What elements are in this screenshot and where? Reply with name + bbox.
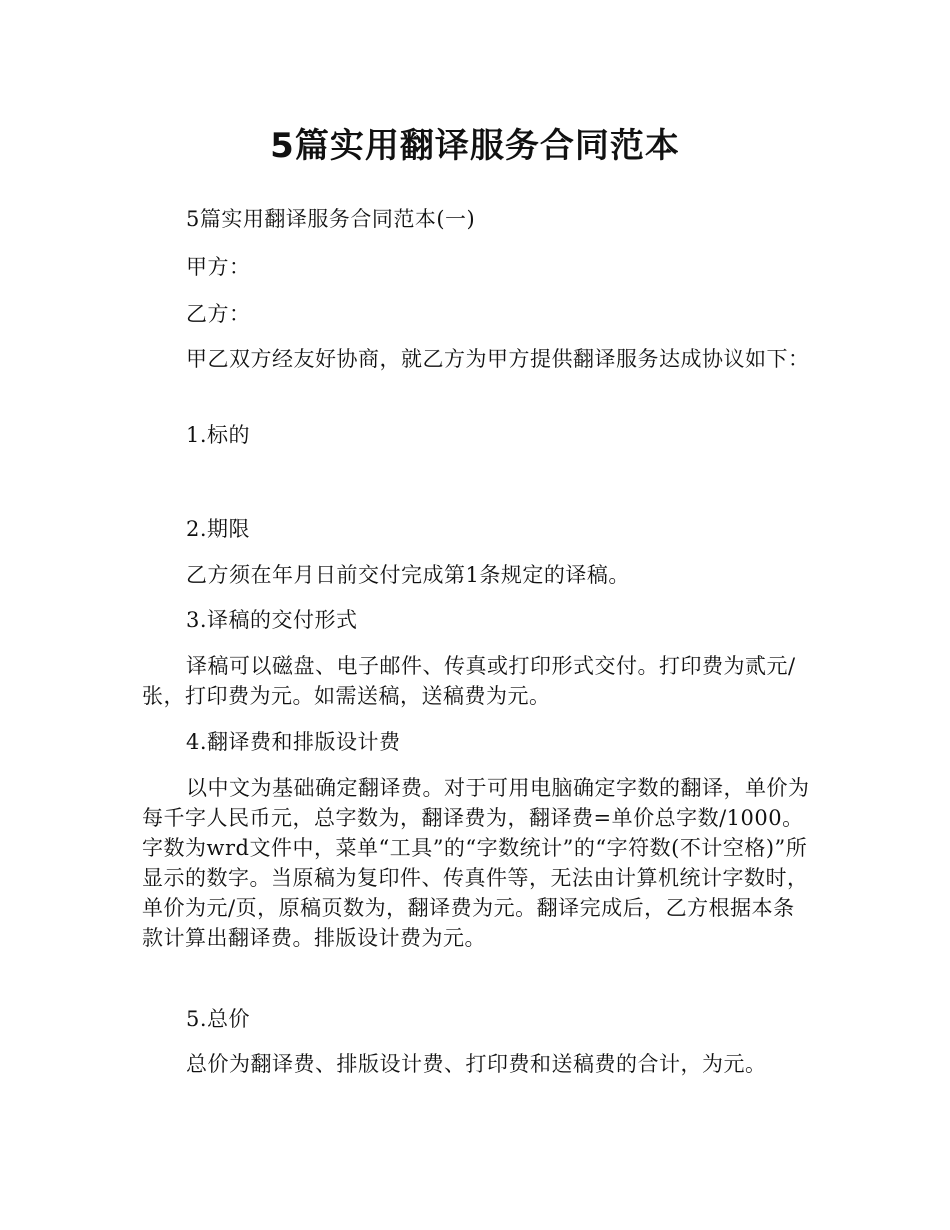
intro-paragraph: [142, 344, 814, 374]
section-3-heading: 3.译稿的交付形式: [186, 608, 358, 632]
section-5-paragraph: [142, 1049, 814, 1079]
document-title: 5篇实用翻译服务合同范本: [270, 126, 680, 166]
party-a-label: 甲方：: [186, 255, 251, 279]
section-5-body: 总价为翻译费、排版设计费、打印费和送稿费的合计，为元。: [186, 1052, 767, 1076]
section-3-body: 译稿可以磁盘、电子邮件、传真或打印形式交付。打印费为贰元/张，打印费为元。如需送稿，送稿费为元。: [142, 654, 796, 708]
section-3-paragraph: [142, 651, 814, 711]
intro-text: 甲乙双方经友好协商，就乙方为甲方提供翻译服务达成协议如下：: [186, 347, 810, 371]
section-4-heading: 4.翻译费和排版设计费: [186, 730, 401, 754]
section-4-paragraph: [142, 773, 814, 953]
party-b-label: 乙方：: [186, 302, 251, 326]
section-5-heading: 5.总价: [186, 1007, 251, 1031]
document-subtitle: 5篇实用翻译服务合同范本(一): [186, 207, 476, 231]
section-4-body: 以中文为基础确定翻译费。对于可用电脑确定字数的翻译，单价为每千字人民币元，总字数为，翻译费为，翻译费=单价总字数/1000。字数为wrd文件中，菜单“工具”的“字数统计”的“字符数(不计空格)”所显示的数字。当原稿为复印件、传真件等，无法由计算机统计字数时，单价为元/页，原稿页数为，翻译费为元。翻译完成后，乙方根据本条款计算出翻译费。排版设计费为元。: [142, 776, 810, 950]
section-2-body: 乙方须在年月日前交付完成第1条规定的译稿。: [186, 563, 630, 587]
section-1-heading: 1.标的: [186, 423, 251, 447]
section-2-heading: 2.期限: [186, 517, 251, 541]
